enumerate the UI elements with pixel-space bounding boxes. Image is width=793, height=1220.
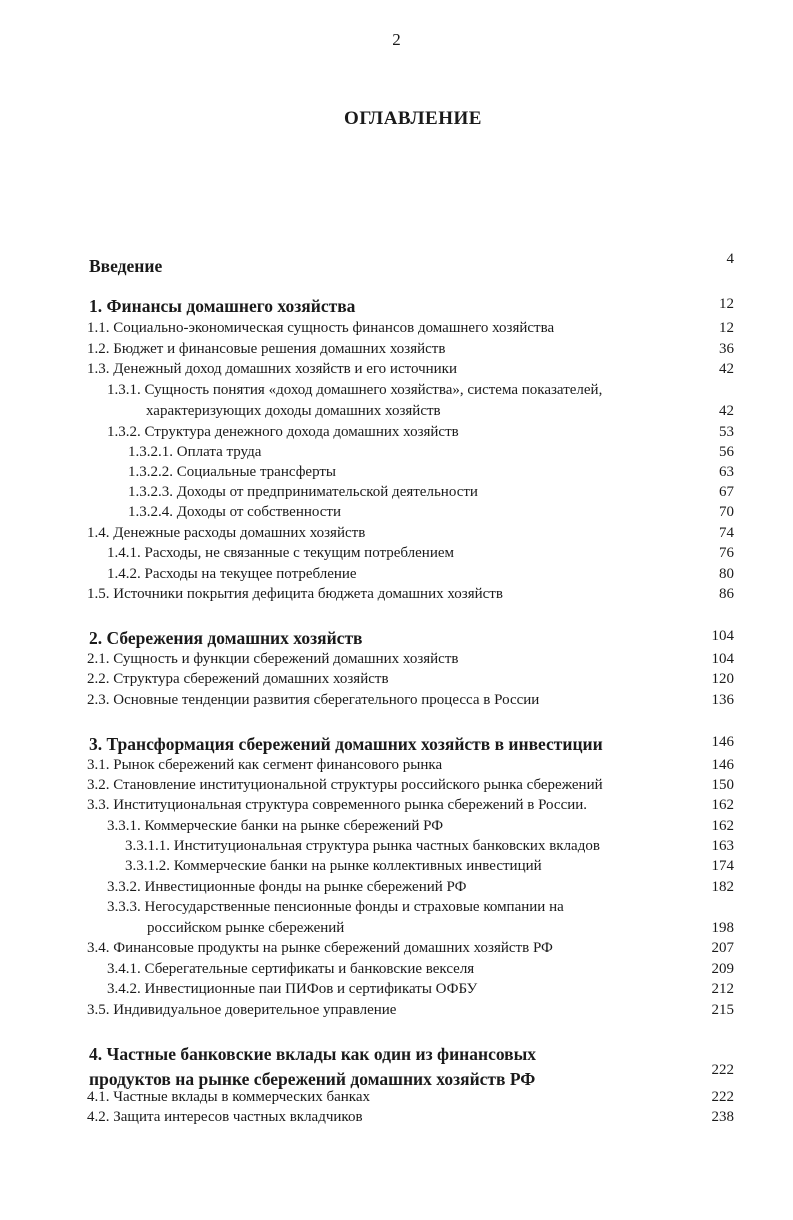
toc-entry-title: 1.3.2.3. Доходы от предпринимательской деятельности: [128, 484, 478, 500]
toc-entry-title: 1.5. Источники покрытия дефицита бюджета домашних хозяйств: [87, 586, 503, 602]
toc-entry-title: 1.1. Социально-экономическая сущность финансов домашнего хозяйства: [87, 320, 555, 336]
page-title: ОГЛАВЛЕНИЕ: [344, 108, 482, 129]
toc-entry-title: 3.2. Становление институциональной структуры российского рынка сбережений: [87, 777, 603, 793]
toc-entry-title: 2. Сбережения домашних хозяйств: [89, 628, 363, 648]
toc-entry-page: 76: [719, 545, 734, 561]
toc-entry-page: 212: [711, 981, 734, 997]
toc-entry-page: 238: [711, 1109, 734, 1125]
toc-entry-page: 222: [711, 1062, 734, 1078]
toc-entry-page: 53: [719, 424, 734, 440]
toc-entry-title: 1.3.2.2. Социальные трансферты: [128, 464, 337, 480]
toc-entry-title: 3. Трансформация сбережений домашних хозяйств в инвестиции: [89, 734, 603, 754]
toc-entry-page: 42: [719, 403, 734, 419]
toc-entry-page: 162: [711, 818, 734, 834]
toc-entry-title: 3.3.1. Коммерческие банки на рынке сбережений РФ: [107, 818, 444, 834]
toc-entry-page: 80: [719, 566, 734, 582]
toc-entry-title: 1.4.2. Расходы на текущее потребление: [107, 566, 357, 582]
toc-entry-page: 74: [719, 525, 734, 541]
toc-entry-page: 136: [711, 692, 734, 708]
toc-entry-page: 222: [711, 1089, 734, 1105]
toc-entry-page: 63: [719, 464, 734, 480]
toc-entry-page: 162: [711, 797, 734, 813]
toc-entry-page: 12: [719, 296, 734, 312]
toc-entry-title: 1.2. Бюджет и финансовые решения домашних хозяйств: [87, 341, 446, 357]
toc-entry-page: 146: [711, 757, 734, 773]
toc-entry-title: 1.3.1. Сущность понятия «доход домашнего хозяйства», система показателей,: [107, 382, 603, 398]
toc-entry-title: 3.4.2. Инвестиционные паи ПИФов и сертификаты ОФБУ: [107, 981, 478, 997]
toc-entry-title: 2.1. Сущность и функции сбережений домашних хозяйств: [87, 651, 459, 667]
toc-entry-page: 42: [719, 361, 734, 377]
page-number: 2: [392, 30, 401, 49]
toc-entry-title: 3.3.3. Негосударственные пенсионные фонды и страховые компании на: [107, 899, 564, 915]
toc-entry-title-continued: продуктов на рынке сбережений домашних хозяйств РФ: [89, 1069, 536, 1089]
toc-entry-title: 1.4.1. Расходы, не связанные с текущим потреблением: [107, 545, 455, 561]
toc-entry-title: Введение: [89, 256, 163, 276]
toc-entry-title: 3.3. Институциональная структура современного рынка сбережений в России.: [87, 797, 588, 813]
toc-entry-title: 3.3.1.2. Коммерческие банки на рынке коллективных инвестиций: [125, 858, 542, 874]
toc-entry-title: 1.3.2.1. Оплата труда: [128, 444, 262, 460]
toc-entry-page: 182: [711, 879, 734, 895]
toc-entry-page: 86: [719, 586, 734, 602]
toc-entry-page: 36: [719, 341, 734, 357]
toc-entry-title: 1.3.2.4. Доходы от собственности: [128, 504, 341, 520]
toc-entry-page: 150: [711, 777, 734, 793]
toc-entry-title: 4.1. Частные вклады в коммерческих банках: [87, 1089, 371, 1105]
toc-entry-page: 120: [711, 671, 734, 687]
toc-entry-page: 56: [719, 444, 734, 460]
toc-entry-title: 1.3. Денежный доход домашних хозяйств и его источники: [87, 361, 457, 377]
toc-entry-page: 104: [711, 628, 734, 644]
toc-entry-page: 174: [711, 858, 734, 874]
toc-entry-title-continued: характеризующих доходы домашних хозяйств: [146, 403, 441, 419]
toc-entry-title: 3.4. Финансовые продукты на рынке сбережений домашних хозяйств РФ: [87, 940, 553, 956]
toc-entry-title: 3.3.2. Инвестиционные фонды на рынке сбережений РФ: [107, 879, 467, 895]
toc-entry-page: 70: [719, 504, 734, 520]
toc-entry-title: 4. Частные банковские вклады как один из финансовых: [89, 1044, 537, 1064]
toc-entry-title: 1. Финансы домашнего хозяйства: [89, 296, 356, 316]
toc-entry-page: 207: [711, 940, 734, 956]
toc-entry-page: 198: [711, 920, 734, 936]
toc-entry-page: 209: [711, 961, 734, 977]
toc-entry-page: 104: [711, 651, 734, 667]
toc-entry-title: 3.5. Индивидуальное доверительное управление: [87, 1002, 397, 1018]
toc-entry-page: 4: [726, 251, 734, 267]
toc-entry-title: 3.4.1. Сберегательные сертификаты и банковские векселя: [107, 961, 475, 977]
toc-entry-title-continued: российском рынке сбережений: [147, 920, 345, 936]
toc-entry-page: 215: [711, 1002, 734, 1018]
toc-entry-title: 2.2. Структура сбережений домашних хозяйств: [87, 671, 389, 687]
toc-entry-page: 146: [711, 734, 734, 750]
toc-entry-page: 12: [719, 320, 734, 336]
toc-entry-title: 3.3.1.1. Институциональная структура рынка частных банковских вкладов: [125, 838, 600, 854]
toc-entry-title: 4.2. Защита интересов частных вкладчиков: [87, 1109, 363, 1125]
toc-entry-title: 3.1. Рынок сбережений как сегмент финансового рынка: [87, 757, 443, 773]
toc-entry-page: 67: [719, 484, 734, 500]
toc-entry-title: 2.3. Основные тенденции развития сберегательного процесса в России: [87, 692, 540, 708]
toc-entry-title: 1.4. Денежные расходы домашних хозяйств: [87, 525, 366, 541]
toc-entry-page: 163: [711, 838, 734, 854]
toc-entry-title: 1.3.2. Структура денежного дохода домашних хозяйств: [107, 424, 459, 440]
